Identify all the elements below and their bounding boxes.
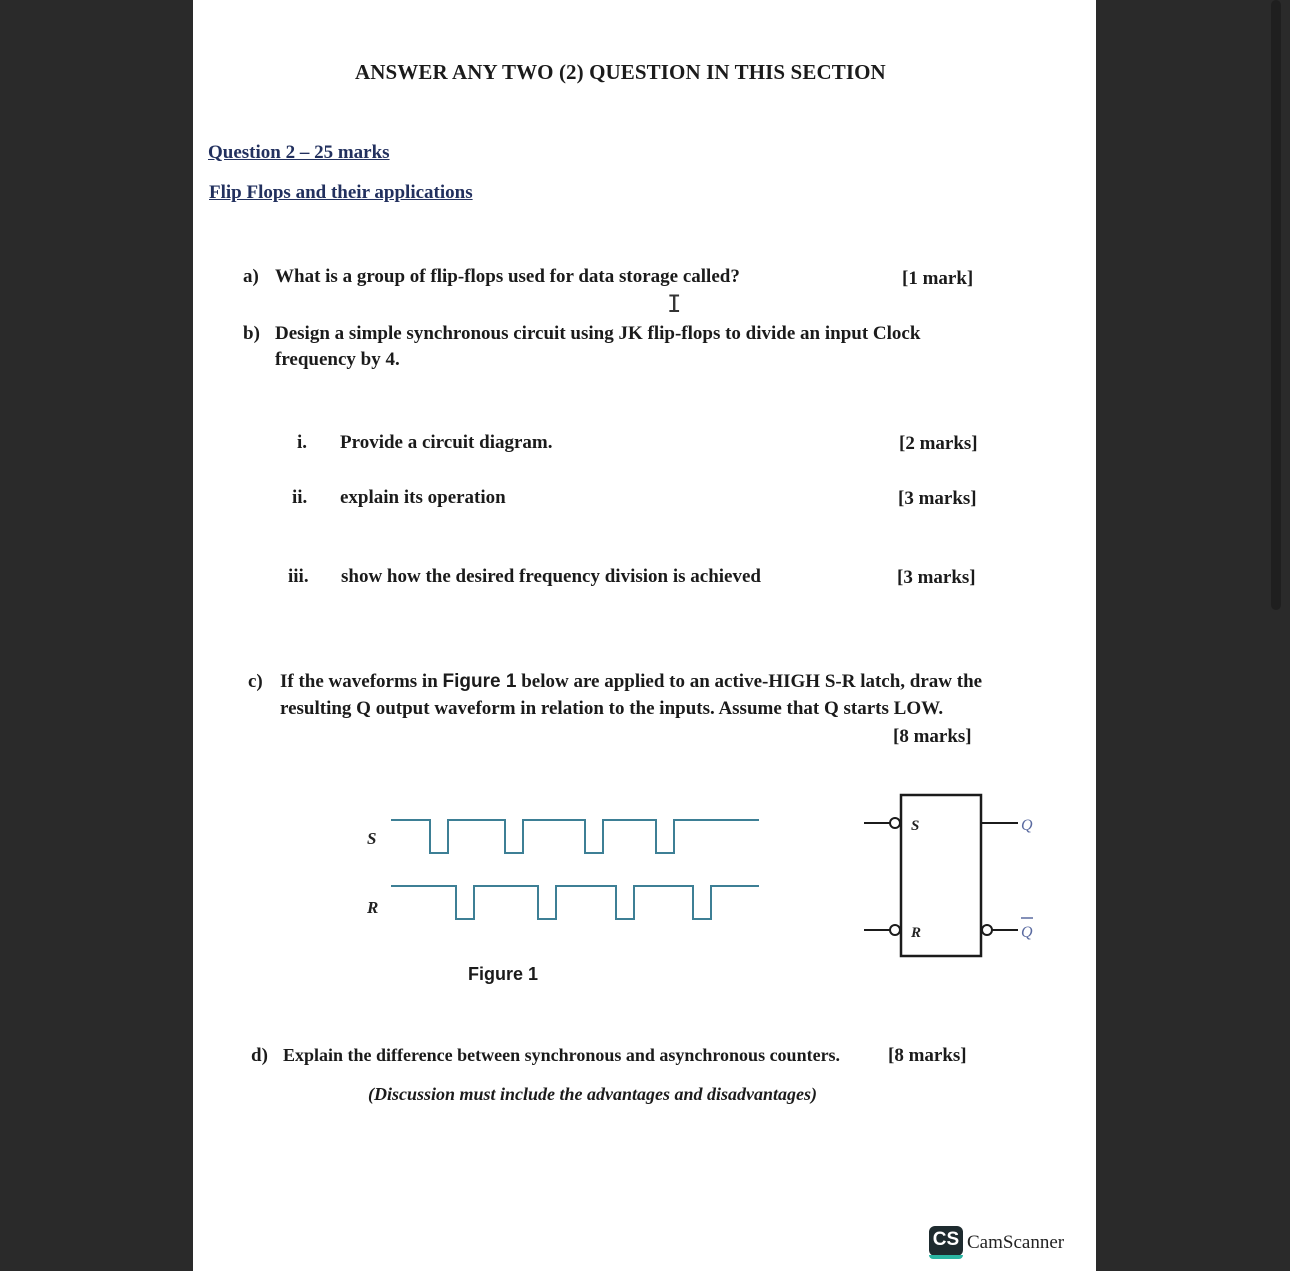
figure-1-waveforms xyxy=(353,800,773,930)
part-d-text: Explain the difference between synchronous and asynchronous counters. xyxy=(283,1045,841,1065)
part-b-i-marks: [2 marks] xyxy=(899,433,978,454)
part-b-iii-text: show how the desired frequency division is achieved xyxy=(341,566,761,587)
part-a-label: a) xyxy=(243,266,259,287)
latch-qbar-label: Q xyxy=(1021,924,1033,941)
waveform-s xyxy=(391,820,759,853)
part-b-text-line2: frequency by 4. xyxy=(275,349,400,370)
text-cursor-icon: I xyxy=(667,290,682,318)
part-b-i-text: Provide a circuit diagram. xyxy=(340,432,553,453)
part-b-ii-label: ii. xyxy=(292,487,308,508)
window-scrollbar[interactable] xyxy=(1271,0,1281,610)
part-b-text-line1: Design a simple synchronous circuit using JK flip-flops to divide an input Clock xyxy=(275,323,921,344)
waveform-r xyxy=(391,886,759,919)
part-b-ii-text: explain its operation xyxy=(340,487,506,508)
part-c-text-line2: resulting Q output waveform in relation to the inputs. Assume that Q starts LOW. xyxy=(280,698,944,719)
latch-s-inversion-bubble xyxy=(890,818,900,828)
part-a-text: What is a group of flip-flops used for data storage called? xyxy=(275,266,740,287)
figure-caption: Figure 1 xyxy=(468,964,539,984)
part-c-text-line1 xyxy=(280,671,982,693)
part-d-marks: [8 marks] xyxy=(888,1045,967,1066)
latch-r-label: R xyxy=(911,925,922,941)
part-b-label: b) xyxy=(243,323,260,344)
part-b-iii-label: iii. xyxy=(288,566,309,587)
part-b-ii-marks: [3 marks] xyxy=(898,488,977,509)
latch-q-label: Q xyxy=(1021,817,1033,834)
part-c-text-line1-a: If the waveforms in xyxy=(280,671,443,692)
document-page xyxy=(193,0,1096,1271)
latch-qbar-inversion-bubble xyxy=(982,925,992,935)
camscanner-logo-icon: CS xyxy=(929,1226,963,1256)
part-b-i-label: i. xyxy=(297,432,308,453)
question-title: Question 2 – 25 marks xyxy=(208,142,390,163)
waveform-r-label: R xyxy=(367,898,379,917)
part-c-text-line1-b: below are applied to an active-HIGH S-R latch, draw the xyxy=(516,671,983,692)
part-a-marks: [1 mark] xyxy=(902,268,974,289)
latch-r-inversion-bubble xyxy=(890,925,900,935)
part-c-marks: [8 marks] xyxy=(893,726,972,747)
part-c-label: c) xyxy=(248,671,263,692)
camscanner-watermark: CamScanner xyxy=(967,1232,1065,1253)
part-d-label: d) xyxy=(251,1045,268,1066)
section-heading: ANSWER ANY TWO (2) QUESTION IN THIS SECTION xyxy=(355,60,886,84)
latch-s-label: S xyxy=(911,818,920,834)
part-c-figure-ref: Figure 1 xyxy=(442,671,517,692)
waveform-s-label: S xyxy=(367,829,377,848)
part-b-iii-marks: [3 marks] xyxy=(897,567,976,588)
part-d-note: (Discussion must include the advantages and disadvantages) xyxy=(368,1084,818,1104)
question-subtitle: Flip Flops and their applications xyxy=(209,182,473,203)
sr-latch-diagram xyxy=(861,790,1051,962)
